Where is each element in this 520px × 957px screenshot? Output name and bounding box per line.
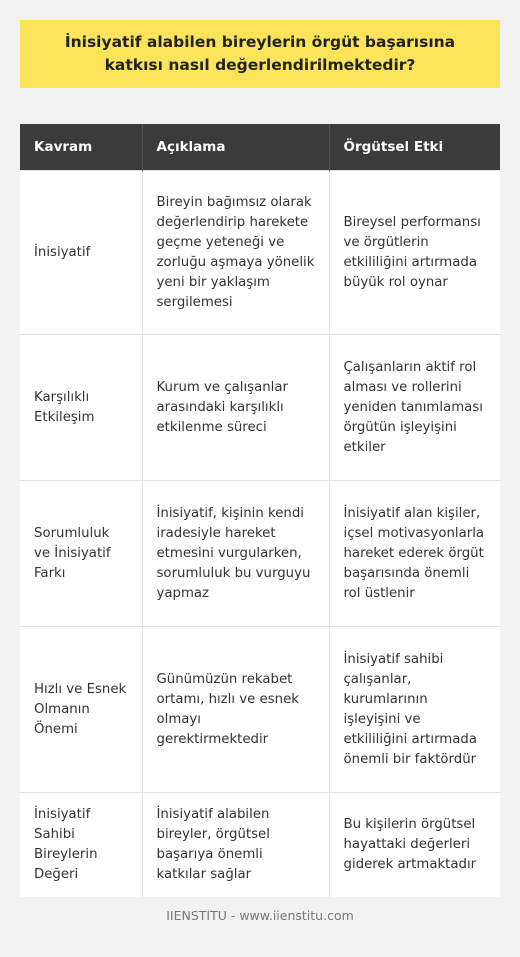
- footer-credit: IIENSTITU - www.iienstitu.com: [166, 908, 354, 923]
- cell-kavram: Karşılıklı Etkileşim: [20, 335, 142, 481]
- header-kavram: Kavram: [20, 124, 142, 171]
- cell-aciklama: Günümüzün rekabet ortamı, hızlı ve esnek olmayı gerektirmektedir: [142, 627, 329, 793]
- cell-aciklama: Kurum ve çalışanlar arasındaki karşılıklı etkilenme süreci: [142, 335, 329, 481]
- cell-etki: İnisiyatif sahibi çalışanlar, kurumlarının işleyişini ve etkililiğini artırmada önemli bir faktördür: [329, 627, 500, 793]
- header-aciklama: Açıklama: [142, 124, 329, 171]
- concept-table: [20, 124, 500, 897]
- cell-etki: Bu kişilerin örgütsel hayattaki değerleri giderek artmaktadır: [329, 793, 500, 898]
- cell-aciklama: İnisiyatif alabilen bireyler, örgütsel başarıya önemli katkılar sağlar: [142, 793, 329, 898]
- cell-kavram: İnisiyatif Sahibi Bireylerin Değeri: [20, 793, 142, 898]
- table-row: [20, 627, 500, 793]
- table-row: [20, 481, 500, 627]
- page-title: İnisiyatif alabilen bireylerin örgüt başarısına katkısı nasıl değerlendirilmektedir?: [64, 33, 456, 74]
- cell-aciklama: Bireyin bağımsız olarak değerlendirip harekete geçme yeteneği ve zorluğu aşmaya yönelik yeni bir yaklaşım sergilemesi: [142, 171, 329, 335]
- cell-aciklama: İnisiyatif, kişinin kendi iradesiyle hareket etmesini vurgularken, sorumluluk bu vurguyu yapmaz: [142, 481, 329, 627]
- table-header-row: [20, 124, 500, 171]
- cell-kavram: İnisiyatif: [20, 171, 142, 335]
- cell-etki: İnisiyatif alan kişiler, içsel motivasyonlarla hareket ederek örgüt başarısında önemli rol üstlenir: [329, 481, 500, 627]
- table-row: [20, 171, 500, 335]
- table-row: [20, 335, 500, 481]
- header-orgutsel-etki: Örgütsel Etki: [329, 124, 500, 171]
- cell-etki: Bireysel performansı ve örgütlerin etkililiğini artırmada büyük rol oynar: [329, 171, 500, 335]
- cell-kavram: Hızlı ve Esnek Olmanın Önemi: [20, 627, 142, 793]
- cell-etki: Çalışanların aktif rol alması ve rollerini yeniden tanımlaması örgütün işleyişini etkiler: [329, 335, 500, 481]
- table-row: [20, 793, 500, 898]
- title-banner: [20, 20, 500, 88]
- cell-kavram: Sorumluluk ve İnisiyatif Farkı: [20, 481, 142, 627]
